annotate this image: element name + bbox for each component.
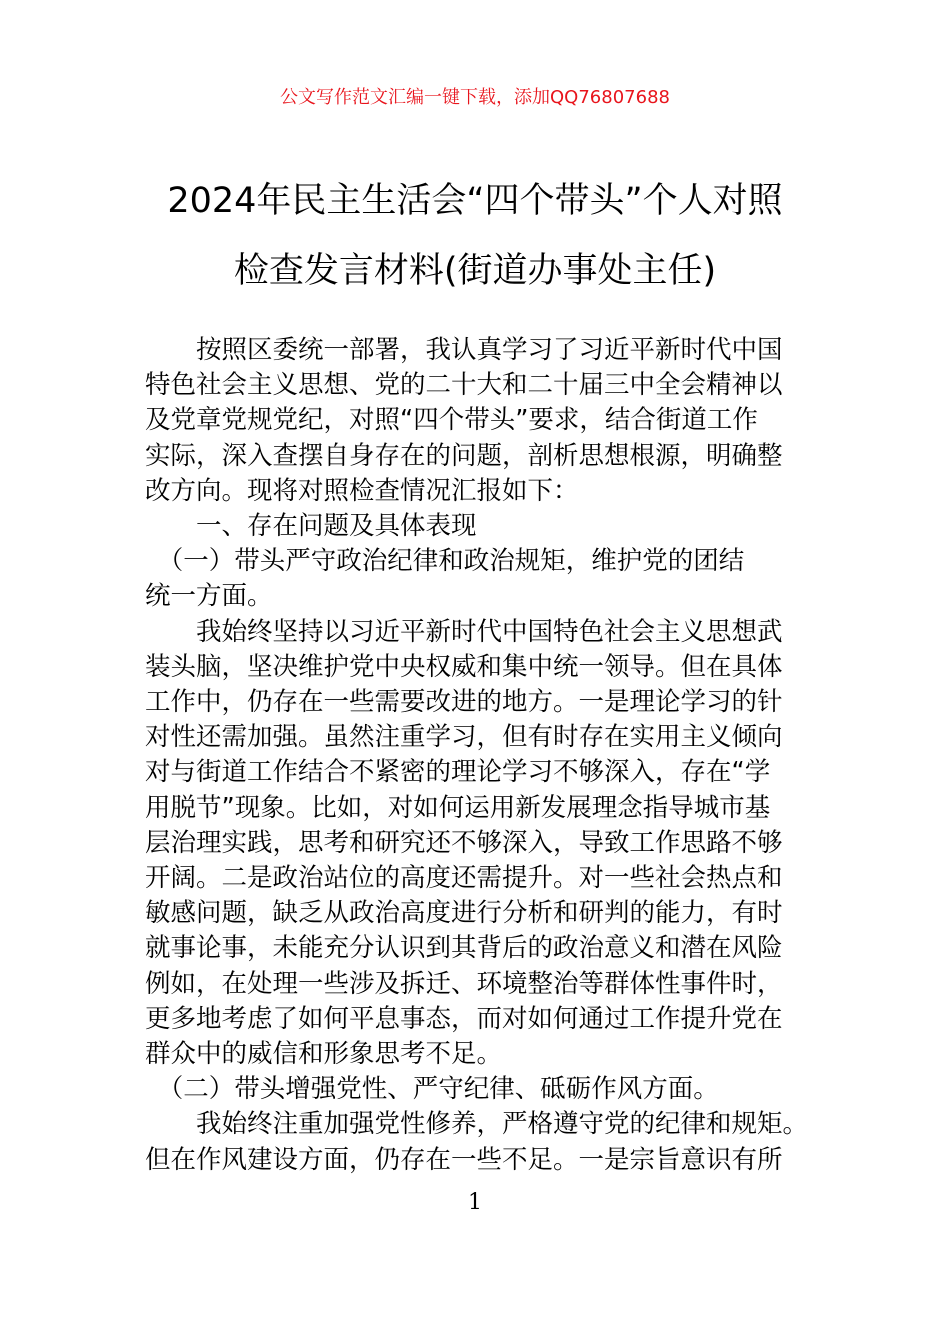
subsection-heading-1 [145, 544, 812, 614]
text-line: 统一方面。 [145, 581, 273, 612]
text-line: （一）带头严守政治纪律和政治规矩，维护党的团结 [145, 546, 745, 577]
document-title [100, 166, 850, 306]
page-number: 1 [468, 1190, 482, 1215]
title-line-2: 检查发言材料(街道办事处主任) [233, 251, 717, 291]
text-line: 开阔。二是政治站位的高度还需提升。对一些社会热点和 [145, 863, 783, 894]
paragraph-body-2 [145, 1107, 812, 1177]
text-line: 及党章党规党纪，对照“四个带头”要求，结合街道工作 [145, 405, 758, 436]
text-line: 更多地考虑了如何平息事态，而对如何通过工作提升党在 [145, 1003, 783, 1034]
paragraph-body-1 [145, 615, 812, 1073]
promo-banner[interactable]: 公文写作范文汇编一键下载，添加QQ76807688 [280, 87, 670, 108]
text-line: 装头脑，坚决维护党中央权威和集中统一领导。但在具体 [145, 651, 783, 682]
text-line: 对与街道工作结合不紧密的理论学习不够深入，存在“学 [145, 757, 771, 788]
text-line: 按照区委统一部署，我认真学习了习近平新时代中国 [145, 335, 783, 365]
text-line: 特色社会主义思想、党的二十大和二十届三中全会精神以 [145, 370, 783, 401]
title-line-1: 2024年民主生活会“四个带头”个人对照 [167, 181, 783, 221]
text-line: 对性还需加强。虽然注重学习，但有时存在实用主义倾向 [145, 722, 783, 753]
text-line: 用脱节”现象。比如，对如何运用新发展理念指导城市基 [145, 792, 771, 823]
text-line: 我始终注重加强党性修养，严格遵守党的纪律和规矩。 [145, 1109, 809, 1140]
text-line: 我始终坚持以习近平新时代中国特色社会主义思想武 [145, 616, 783, 647]
text-line: 工作中，仍存在一些需要改进的地方。一是理论学习的针 [145, 687, 783, 718]
text-line: 敏感问题，缺乏从政治高度进行分析和研判的能力，有时 [145, 898, 783, 929]
document-body [145, 333, 812, 1178]
text-line: （二）带头增强党性、严守纪律、砥砺作风方面。 [145, 1074, 719, 1105]
text-line: 实际，深入查摆自身存在的问题，剖析思想根源，明确整 [145, 440, 783, 471]
text-line: 一、存在问题及具体表现 [145, 511, 477, 542]
text-line: 例如，在处理一些涉及拆迁、环境整治等群体性事件时， [145, 968, 783, 999]
text-line: 层治理实践，思考和研究还不够深入，导致工作思路不够 [145, 827, 783, 858]
text-line: 就事论事，未能充分认识到其背后的政治意义和潜在风险 [145, 933, 783, 964]
text-line: 改方向。现将对照检查情况汇报如下： [145, 475, 579, 506]
text-line: 群众中的威信和形象思考不足。 [145, 1039, 503, 1070]
subsection-heading-2 [145, 1072, 812, 1107]
text-line: 但在作风建设方面，仍存在一些不足。一是宗旨意识有所 [145, 1144, 783, 1175]
paragraph-intro [145, 333, 812, 509]
section-heading [145, 509, 812, 544]
